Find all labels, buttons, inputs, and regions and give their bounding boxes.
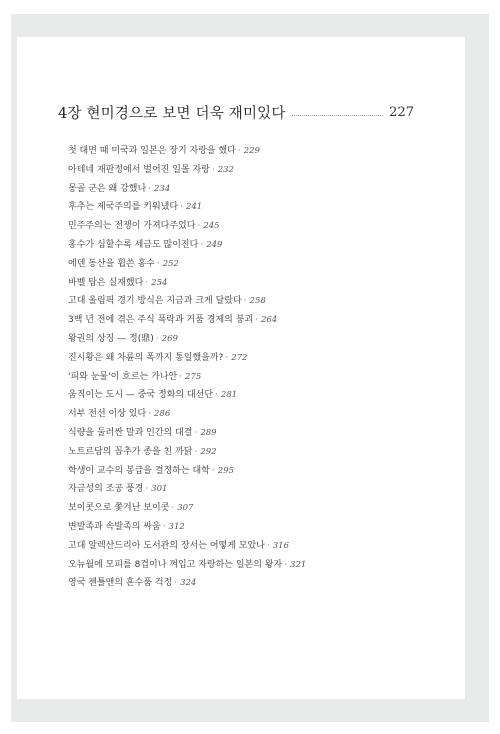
toc-item-title: 왕권의 상징 — 정(鼎) [68,333,154,344]
chapter-heading [58,100,414,124]
separator-dot: · [200,239,204,250]
toc-item-title: 식량을 둘러싼 말과 인간의 대결 [68,427,193,438]
separator-dot: · [211,465,215,476]
toc-item [68,161,408,180]
separator-dot: · [174,578,178,589]
toc-item-title: 아테네 재판정에서 벌어진 일몰 자랑 [68,164,210,175]
toc-item [68,537,408,556]
toc-item-title: 후추는 제국주의를 키워냈다 [68,202,179,213]
chapter-title: 4장 현미경으로 보면 더욱 재미있다 [58,105,286,122]
toc-item-title: 첫 대면 때 미국과 일본은 장기 자랑을 했다 [68,146,236,156]
toc-item [68,462,408,481]
toc-item-title: 에덴 동산을 휩쓴 홍수 [68,258,155,269]
separator-dot: · [145,277,149,288]
toc-item-title: 서부 전선 이상 있다 [68,409,147,420]
toc-item-page: 321 [290,559,307,570]
separator-dot: · [225,352,229,363]
toc-item-page: 245 [203,221,220,232]
toc-item [68,274,408,293]
toc-item-page: 286 [154,409,171,420]
dot-leader [292,115,384,116]
separator-dot: · [156,258,160,269]
toc-item-page: 301 [151,484,168,495]
toc-item-page: 249 [206,239,223,250]
separator-dot: · [145,484,149,495]
toc-item-title: 오뉴월에 모피를 8겹이나 껴입고 자랑하는 일본의 왕자 [68,559,283,570]
separator-dot: · [180,202,183,213]
toc-item-title: 움직이는 도시 — 중국 정화의 대선단 [68,390,214,401]
toc-item [68,180,408,199]
toc-item-page: 312 [168,521,185,532]
toc-item-page: 229 [243,146,260,156]
toc-item-title: 몽골 군은 왜 강했나 [68,183,147,194]
toc-item-page: 289 [200,427,217,438]
separator-dot: · [266,540,270,551]
toc-item [68,574,408,593]
toc-item-page: 252 [162,258,179,269]
toc-item-page: 258 [249,296,266,307]
toc-item-title: 고대 알렉산드리아 도서관의 장서는 어떻게 모았나 [68,540,265,551]
toc-item [68,236,408,255]
toc-item-page: 254 [151,277,168,288]
toc-item-page: 324 [180,578,197,589]
toc-item [68,443,408,462]
toc-item-title: 노트르담의 꼽추가 종을 친 까닭 [68,446,193,457]
toc-item-page: 275 [185,371,202,382]
separator-dot: · [215,390,218,401]
toc-item [68,368,408,387]
toc-item-title: 자금성의 조공 풍경 [68,484,144,495]
separator-dot: · [162,521,166,532]
toc-item [68,311,408,330]
toc-item-page: 281 [220,390,238,401]
toc-item-page: 316 [272,540,289,551]
toc-item-page: 234 [154,183,171,194]
toc-item [68,480,408,499]
toc-item-page: 241 [185,202,203,213]
toc-item-page: 272 [231,352,248,363]
toc-item [68,142,408,161]
toc-item [68,386,408,405]
separator-dot: · [194,446,198,457]
separator-dot: · [255,315,258,326]
separator-dot: · [284,559,288,570]
toc-item [68,405,408,424]
toc-item-title: 영국 젠틀맨의 혼수품 걱정 [68,578,173,589]
toc-item-page: 264 [260,315,278,326]
toc-item-title: 고대 올림픽 경기 방식은 지금과 크게 달랐다 [68,296,242,307]
toc-item [68,349,408,368]
toc-item-title: 보이콧으로 쫓겨난 보이콧 [68,503,170,514]
toc-item [68,556,408,575]
toc-item [68,198,408,217]
separator-dot: · [237,146,241,156]
toc-item-page: 292 [200,446,217,457]
table-of-contents [68,142,408,593]
toc-item-title: 진시황은 왜 차륜의 폭까지 통일했을까? [68,352,224,363]
toc-item-title: 민주주의는 전쟁이 가져다주었다 [68,221,196,232]
toc-item [68,518,408,537]
separator-dot: · [243,296,247,307]
toc-item [68,330,408,349]
toc-item-title: '피와 눈물'이 흐르는 가나안 [68,371,178,382]
separator-dot: · [211,164,215,175]
separator-dot: · [148,183,152,194]
separator-dot: · [197,221,201,232]
toc-item [68,255,408,274]
separator-dot: · [179,371,183,382]
separator-dot: · [171,503,175,514]
toc-item-title: 학생이 교수의 봉급을 결정하는 대학 [68,465,210,476]
toc-item-title: 바벨 탑은 실재했다 [68,277,144,288]
toc-item [68,499,408,518]
toc-item-page: 232 [217,164,234,175]
toc-item-title: 3백 년 전에 겪은 주식 폭락과 거품 경제의 붕괴 [68,315,254,326]
toc-item-page: 269 [161,333,178,344]
chapter-page-number: 227 [389,104,414,120]
toc-item-title: 변발족과 속발족의 싸움 [68,521,161,532]
separator-dot: · [155,333,159,344]
toc-item-page: 295 [217,465,234,476]
toc-item-title: 홍수가 심할수록 세금도 많이진다 [68,239,199,250]
separator-dot: · [148,409,152,420]
toc-item [68,292,408,311]
separator-dot: · [194,427,198,438]
toc-item-page: 307 [177,503,194,514]
toc-item [68,217,408,236]
toc-item [68,424,408,443]
